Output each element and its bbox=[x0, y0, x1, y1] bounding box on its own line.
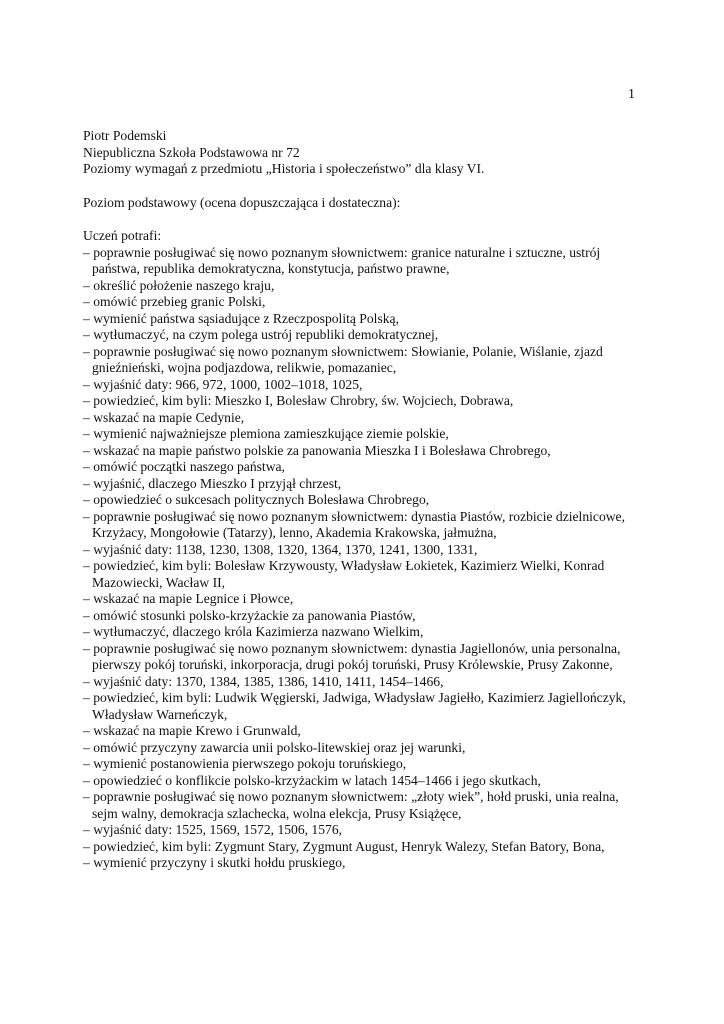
intro-text: Uczeń potrafi: bbox=[83, 228, 162, 243]
list-item: – poprawnie posługiwać się nowo poznanym słownictwem: dynastia Piastów, rozbicie dzielnicowe, Krzyżacy, Mongołowie (Tatarzy), lenno, Akademia Krakowska, jałmużna, bbox=[83, 508, 625, 540]
list-item: – wymienić państwa sąsiadujące z Rzeczpospolitą Polską, bbox=[83, 310, 399, 326]
list-item: – wytłumaczyć, dlaczego króla Kazimierza nazwano Wielkim, bbox=[83, 624, 424, 639]
list-item: – wymienić najważniejsze plemiona zamieszkujące ziemie polskie, bbox=[83, 426, 449, 441]
list-item: – wskazać na mapie Krewo i Grunwald, bbox=[83, 723, 301, 738]
list-item: – wskazać na mapie Legnice i Płowce, bbox=[83, 591, 294, 606]
list-item: – wyjaśnić daty: 966, 972, 1000, 1002–1018, 1025, bbox=[83, 376, 363, 392]
list-item: – wytłumaczyć, na czym polega ustrój republiki demokratycznej, bbox=[83, 327, 439, 342]
list-item: – wskazać na mapie państwo polskie za panowania Mieszka I i Bolesława Chrobrego, bbox=[83, 442, 551, 458]
page-number: 1 bbox=[628, 87, 635, 102]
author-name: Piotr Podemski bbox=[83, 128, 167, 143]
level-heading: Poziom podstawowy (ocena dopuszczająca i dostateczna): bbox=[83, 194, 401, 210]
list-item: – opowiedzieć o konflikcie polsko-krzyżackim w latach 1454–1466 i jego skutkach, bbox=[83, 772, 541, 788]
list-item: – wyjaśnić daty: 1525, 1569, 1572, 1506, 1576, bbox=[83, 822, 343, 837]
list-item: – powiedzieć, kim byli: Bolesław Krzywousty, Władysław Łokietek, Kazimierz Wielki, Konrad Mazowiecki, Wacław II, bbox=[83, 558, 605, 590]
list-item: – omówić przyczyny zawarcia unii polsko-litewskiej oraz jej warunki, bbox=[83, 739, 466, 755]
list-item: – poprawnie posługiwać się nowo poznanym słownictwem: dynastia Jagiellonów, unia personalna, pierwszy pokój toruński, inkorporacja, drugi pokój toruński, Prusy Królewskie, Prusy Zakonne, bbox=[83, 640, 621, 672]
list-item: – wymienić przyczyny i skutki hołdu pruskiego, bbox=[83, 855, 346, 870]
list-item: – powiedzieć, kim byli: Zygmunt Stary, Zygmunt August, Henryk Walezy, Stefan Batory, Bona, bbox=[83, 838, 605, 854]
document-body bbox=[83, 128, 643, 872]
list-item: – wymienić postanowienia pierwszego pokoju toruńskiego, bbox=[83, 756, 407, 771]
list-item: – wyjaśnić, dlaczego Mieszko I przyjął chrzest, bbox=[83, 475, 342, 491]
list-item: – powiedzieć, kim byli: Ludwik Węgierski, Jadwiga, Władysław Jagiełło, Kazimierz Jagiellończyk, Władysław Warneńczyk, bbox=[83, 690, 626, 722]
list-item: – powiedzieć, kim byli: Mieszko I, Bolesław Chrobry, św. Wojciech, Dobrawa, bbox=[83, 393, 514, 408]
document-title: Poziomy wymagań z przedmiotu „Historia i społeczeństwo” dla klasy VI. bbox=[83, 161, 485, 176]
list-item: – poprawnie posługiwać się nowo poznanym słownictwem: „złoty wiek”, hołd pruski, unia realna, sejm walny, demokracja szlachecka, wolna elekcja, Prusy Książęce, bbox=[83, 789, 619, 821]
list-item: – wyjaśnić daty: 1370, 1384, 1385, 1386, 1410, 1411, 1454–1466, bbox=[83, 673, 444, 689]
requirements-list bbox=[83, 245, 643, 872]
list-item: – poprawnie posługiwać się nowo poznanym słownictwem: granice naturalne i sztuczne, ustrój państwa, republika demokratyczna, konstytucja, państwo prawne, bbox=[83, 244, 601, 276]
school-name: Niepubliczna Szkoła Podstawowa nr 72 bbox=[83, 144, 300, 160]
list-item: – poprawnie posługiwać się nowo poznanym słownictwem: Słowianie, Polanie, Wiślanie, zjazd gnieźnieński, wojna podjazdowa, relikwie, pomazaniec, bbox=[83, 343, 603, 375]
list-item: – omówić stosunki polsko-krzyżackie za panowania Piastów, bbox=[83, 607, 416, 623]
list-item: – opowiedzieć o sukcesach politycznych Bolesława Chrobrego, bbox=[83, 492, 430, 507]
list-item: – omówić przebieg granic Polski, bbox=[83, 294, 266, 309]
list-item: – wskazać na mapie Cedynie, bbox=[83, 409, 245, 425]
list-item: – omówić początki naszego państwa, bbox=[83, 459, 285, 474]
list-item: – określić położenie naszego kraju, bbox=[83, 277, 275, 293]
list-item: – wyjaśnić daty: 1138, 1230, 1308, 1320, 1364, 1370, 1241, 1300, 1331, bbox=[83, 541, 478, 557]
